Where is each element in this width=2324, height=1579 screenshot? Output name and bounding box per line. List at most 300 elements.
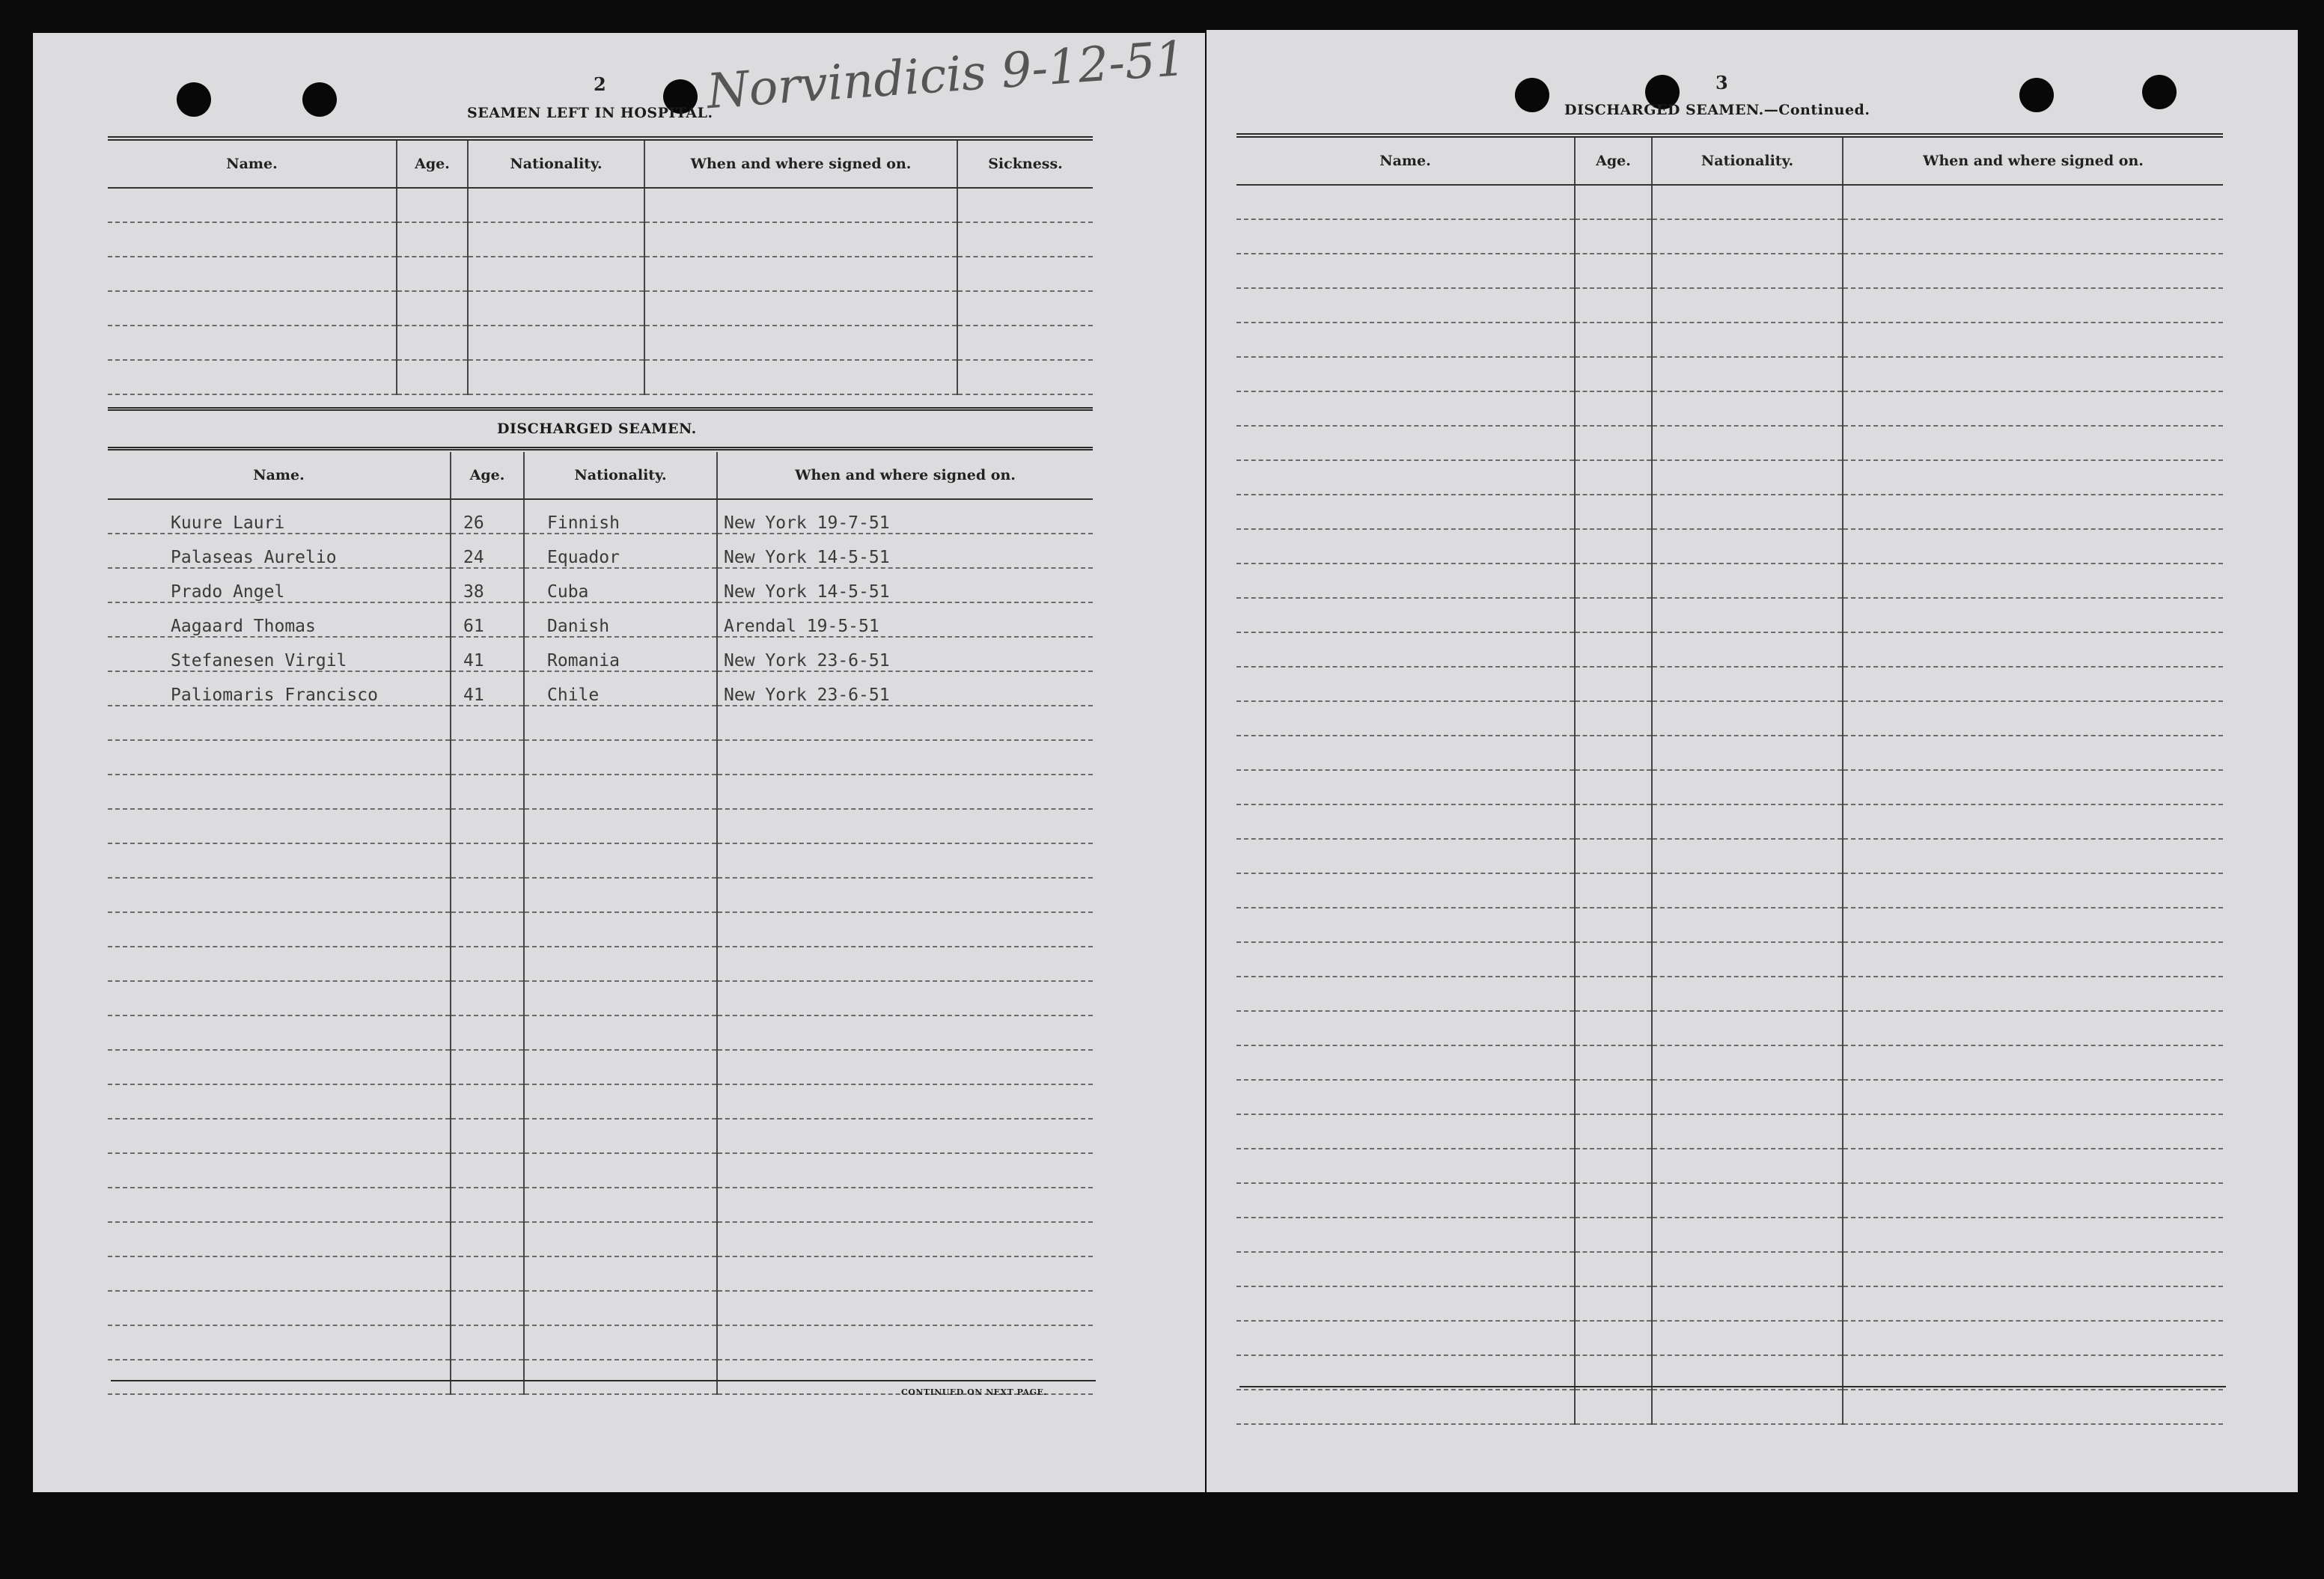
table-cell <box>1843 701 2223 736</box>
table-cell <box>1236 357 1575 391</box>
empty-row <box>1236 632 2223 667</box>
table-cell <box>1575 1183 1652 1218</box>
empty-row <box>108 1084 1093 1119</box>
empty-row <box>1236 219 2223 254</box>
table-cell: Prado Angel <box>108 568 451 602</box>
table-cell <box>1575 495 1652 529</box>
table-header-row <box>108 138 1093 188</box>
table-cell <box>1843 288 2223 323</box>
handwritten-note: Norvindicis 9-12-51 <box>705 31 1188 120</box>
table-cell <box>1236 219 1575 254</box>
table-cell <box>1575 1011 1652 1045</box>
table-cell <box>717 775 1093 809</box>
empty-row <box>108 257 1093 291</box>
table-cell <box>108 981 451 1015</box>
table-cell <box>451 1222 524 1256</box>
table-cell <box>1652 288 1843 323</box>
table-cell <box>451 809 524 843</box>
table-cell <box>717 1050 1093 1084</box>
table-cell <box>397 326 468 360</box>
table-cell <box>451 1325 524 1360</box>
table-cell <box>1575 357 1652 391</box>
empty-row <box>1236 1011 2223 1045</box>
empty-row <box>108 740 1093 775</box>
table-cell <box>1652 1218 1843 1252</box>
table-cell <box>1575 598 1652 632</box>
empty-row <box>1236 977 2223 1011</box>
table-cell <box>451 706 524 740</box>
table-cell <box>451 843 524 878</box>
empty-row <box>1236 323 2223 357</box>
empty-row <box>1236 185 2223 219</box>
discharged-table <box>108 452 1093 1395</box>
empty-row <box>108 1291 1093 1325</box>
table-cell <box>524 809 717 843</box>
table-cell <box>1843 632 2223 667</box>
table-cell <box>644 222 957 257</box>
hospital-section-title: SEAMEN LEFT IN HOSPITAL. <box>467 105 713 121</box>
table-cell: Paliomaris Francisco <box>108 671 451 706</box>
table-cell <box>1236 1252 1575 1286</box>
empty-row <box>108 1119 1093 1153</box>
table-cell <box>1652 701 1843 736</box>
table-cell <box>717 1222 1093 1256</box>
empty-row <box>1236 942 2223 977</box>
empty-row <box>1236 529 2223 564</box>
table-cell <box>957 291 1093 326</box>
table-cell <box>1652 564 1843 598</box>
table-cell <box>1843 357 2223 391</box>
empty-row <box>1236 908 2223 942</box>
table-cell <box>1652 323 1843 357</box>
table-cell <box>108 1325 451 1360</box>
table-cell <box>1652 1011 1843 1045</box>
table-cell <box>1575 701 1652 736</box>
table-cell <box>1575 460 1652 495</box>
table-cell <box>1236 1390 1575 1424</box>
table-cell <box>1652 426 1843 460</box>
table-cell: Equador <box>524 534 717 568</box>
empty-row <box>108 809 1093 843</box>
table-cell <box>524 947 717 981</box>
table-cell <box>451 1256 524 1291</box>
table-cell <box>1652 839 1843 873</box>
table-cell <box>1236 185 1575 219</box>
table-cell <box>1236 736 1575 770</box>
table-cell <box>1843 529 2223 564</box>
punch-hole <box>2142 75 2177 109</box>
table-cell: Stefanesen Virgil <box>108 637 451 671</box>
empty-row <box>108 1188 1093 1222</box>
table-cell: 24 <box>451 534 524 568</box>
table-cell <box>1236 1114 1575 1149</box>
table-cell <box>1575 254 1652 288</box>
table-cell <box>717 947 1093 981</box>
table-cell <box>108 706 451 740</box>
table-cell <box>1236 977 1575 1011</box>
table-cell <box>1652 873 1843 908</box>
table-cell <box>108 257 397 291</box>
table-cell <box>1236 1355 1575 1390</box>
table-cell <box>108 360 397 394</box>
table-cell <box>1575 1218 1652 1252</box>
empty-row <box>1236 426 2223 460</box>
table-cell <box>524 912 717 947</box>
table-cell: New York 23-6-51 <box>717 637 1093 671</box>
continued-note: CONTINUED ON NEXT PAGE. <box>901 1387 1047 1397</box>
table-cell <box>451 1188 524 1222</box>
table-cell <box>1236 804 1575 839</box>
table-cell <box>451 1050 524 1084</box>
table-cell <box>1236 254 1575 288</box>
table-cell <box>644 360 957 394</box>
table-cell <box>1575 977 1652 1011</box>
table-cell <box>1843 1218 2223 1252</box>
table-cell <box>1236 460 1575 495</box>
table-cell <box>524 981 717 1015</box>
table-cell <box>1575 1080 1652 1114</box>
empty-row <box>1236 873 2223 908</box>
table-cell <box>1843 1011 2223 1045</box>
table-header-row <box>1236 135 2223 185</box>
empty-row <box>1236 1045 2223 1080</box>
empty-row <box>1236 1286 2223 1321</box>
table-cell <box>108 291 397 326</box>
table-header-row <box>108 452 1093 499</box>
table-cell <box>644 257 957 291</box>
table-cell <box>1652 632 1843 667</box>
table-cell: Palaseas Aurelio <box>108 534 451 568</box>
table-cell: 61 <box>451 602 524 637</box>
table-cell <box>108 1222 451 1256</box>
table-cell <box>1236 1286 1575 1321</box>
table-cell <box>1575 564 1652 598</box>
table-cell <box>1575 1149 1652 1183</box>
empty-row <box>1236 701 2223 736</box>
table-cell <box>451 947 524 981</box>
table-cell <box>468 291 644 326</box>
table-cell <box>957 188 1093 222</box>
table-cell <box>1236 1183 1575 1218</box>
table-cell <box>1652 598 1843 632</box>
table-cell <box>451 1291 524 1325</box>
table-cell <box>1843 1149 2223 1183</box>
table-row <box>108 602 1093 637</box>
table-cell <box>524 1291 717 1325</box>
table-cell <box>1652 1321 1843 1355</box>
table-cell <box>1843 185 2223 219</box>
empty-row <box>1236 1080 2223 1114</box>
table-cell <box>1652 1355 1843 1390</box>
table-cell <box>1236 564 1575 598</box>
table-cell <box>957 257 1093 291</box>
empty-row <box>108 706 1093 740</box>
table-cell <box>1843 873 2223 908</box>
empty-row <box>108 981 1093 1015</box>
empty-row <box>1236 1218 2223 1252</box>
table-cell <box>451 1153 524 1188</box>
table-cell <box>468 188 644 222</box>
table-cell <box>451 740 524 775</box>
table-cell <box>717 1291 1093 1325</box>
column-header-age: Age. <box>397 138 468 188</box>
table-cell <box>1575 185 1652 219</box>
empty-row <box>1236 254 2223 288</box>
table-cell <box>1236 839 1575 873</box>
empty-row <box>108 1222 1093 1256</box>
table-cell <box>717 740 1093 775</box>
table-cell <box>1575 219 1652 254</box>
table-cell <box>1575 1286 1652 1321</box>
punch-hole <box>2019 78 2054 112</box>
table-cell <box>1652 1390 1843 1424</box>
table-cell <box>1575 804 1652 839</box>
table-cell <box>1843 908 2223 942</box>
table-cell <box>108 1050 451 1084</box>
table-cell <box>1843 942 2223 977</box>
table-cell <box>1575 1321 1652 1355</box>
table-cell <box>1652 219 1843 254</box>
table-cell <box>1652 254 1843 288</box>
table-cell <box>717 1153 1093 1188</box>
empty-row <box>1236 288 2223 323</box>
table-cell <box>108 775 451 809</box>
table-cell <box>108 222 397 257</box>
table-cell <box>1575 426 1652 460</box>
table-cell <box>1575 770 1652 804</box>
empty-row <box>108 360 1093 394</box>
column-header-sickness: Sickness. <box>957 138 1093 188</box>
table-cell <box>1843 667 2223 701</box>
empty-row <box>108 775 1093 809</box>
table-cell: 41 <box>451 671 524 706</box>
empty-row <box>108 291 1093 326</box>
table-cell <box>524 878 717 912</box>
table-cell <box>524 740 717 775</box>
table-cell <box>1236 323 1575 357</box>
table-cell <box>1236 1149 1575 1183</box>
table-cell <box>1652 460 1843 495</box>
discharged-continued-title: DISCHARGED SEAMEN.—Continued. <box>1564 102 1870 118</box>
table-cell <box>717 1119 1093 1153</box>
table-cell <box>108 843 451 878</box>
table-cell <box>524 1256 717 1291</box>
punch-hole <box>302 82 337 117</box>
right-page <box>1207 30 2298 1492</box>
table-cell <box>1843 1114 2223 1149</box>
table-cell <box>1575 1045 1652 1080</box>
table-cell <box>1652 804 1843 839</box>
column-header-name: Name. <box>108 452 451 499</box>
table-cell <box>717 1084 1093 1119</box>
table-cell <box>717 1188 1093 1222</box>
empty-row <box>1236 736 2223 770</box>
table-cell <box>1652 1252 1843 1286</box>
empty-row <box>1236 1355 2223 1390</box>
empty-row <box>108 188 1093 222</box>
column-header-nationality: Nationality. <box>1652 135 1843 185</box>
table-cell <box>397 257 468 291</box>
table-cell <box>108 1153 451 1188</box>
column-header-signed-on: When and where signed on. <box>717 452 1093 499</box>
table-cell <box>108 912 451 947</box>
table-cell <box>468 326 644 360</box>
table-cell <box>524 775 717 809</box>
table-cell <box>1236 288 1575 323</box>
table-cell <box>1236 598 1575 632</box>
table-cell <box>1843 804 2223 839</box>
column-header-age: Age. <box>1575 135 1652 185</box>
table-cell <box>524 1188 717 1222</box>
table-cell <box>1575 942 1652 977</box>
table-cell <box>1652 1286 1843 1321</box>
table-cell <box>524 706 717 740</box>
table-cell: Romania <box>524 637 717 671</box>
empty-row <box>1236 1183 2223 1218</box>
table-cell <box>468 257 644 291</box>
table-cell <box>1843 254 2223 288</box>
table-cell <box>1843 598 2223 632</box>
table-cell <box>1575 736 1652 770</box>
column-header-signed-on: When and where signed on. <box>1843 135 2223 185</box>
table-cell <box>524 1153 717 1188</box>
table-cell <box>717 981 1093 1015</box>
table-row <box>108 534 1093 568</box>
table-cell <box>524 1325 717 1360</box>
column-header-nationality: Nationality. <box>468 138 644 188</box>
empty-row <box>108 1015 1093 1050</box>
table-cell <box>1652 1114 1843 1149</box>
table-cell <box>108 1256 451 1291</box>
table-cell <box>1843 426 2223 460</box>
table-cell <box>108 947 451 981</box>
table-cell <box>1652 908 1843 942</box>
empty-row <box>1236 1252 2223 1286</box>
table-cell <box>1575 288 1652 323</box>
table-cell <box>1843 1183 2223 1218</box>
table-cell <box>957 360 1093 394</box>
table-cell <box>1652 1045 1843 1080</box>
table-cell: New York 23-6-51 <box>717 671 1093 706</box>
table-cell <box>717 1325 1093 1360</box>
table-cell <box>1236 667 1575 701</box>
table-cell <box>1575 323 1652 357</box>
punch-hole <box>177 82 211 117</box>
table-cell <box>957 326 1093 360</box>
table-cell <box>468 360 644 394</box>
table-cell <box>1652 942 1843 977</box>
table-cell <box>451 878 524 912</box>
table-cell <box>108 1291 451 1325</box>
table-cell <box>1575 908 1652 942</box>
table-cell <box>717 912 1093 947</box>
table-cell <box>451 981 524 1015</box>
table-cell <box>1843 839 2223 873</box>
table-cell <box>1575 632 1652 667</box>
table-cell <box>451 775 524 809</box>
table-cell <box>717 1256 1093 1291</box>
table-cell <box>1843 460 2223 495</box>
table-cell <box>1843 1321 2223 1355</box>
table-cell <box>1575 873 1652 908</box>
table-cell <box>1236 391 1575 426</box>
table-row <box>108 637 1093 671</box>
column-header-nationality: Nationality. <box>524 452 717 499</box>
empty-row <box>108 843 1093 878</box>
empty-row <box>1236 839 2223 873</box>
table-cell <box>1843 1080 2223 1114</box>
table-cell <box>1843 770 2223 804</box>
table-cell <box>1652 1080 1843 1114</box>
table-cell <box>1652 1149 1843 1183</box>
empty-row <box>1236 667 2223 701</box>
table-cell <box>1236 1080 1575 1114</box>
table-cell <box>397 291 468 326</box>
empty-row <box>108 1050 1093 1084</box>
table-cell <box>1843 1390 2223 1424</box>
table-cell <box>108 1119 451 1153</box>
table-cell <box>1575 1252 1652 1286</box>
empty-row <box>1236 460 2223 495</box>
table-cell <box>451 1119 524 1153</box>
table-cell <box>1575 529 1652 564</box>
table-row <box>108 568 1093 602</box>
table-cell <box>1843 736 2223 770</box>
table-cell <box>1652 185 1843 219</box>
table-cell <box>108 1015 451 1050</box>
page-number: 2 <box>594 73 606 95</box>
empty-row <box>1236 1321 2223 1355</box>
table-cell <box>524 1015 717 1050</box>
table-cell: New York 14-5-51 <box>717 534 1093 568</box>
table-cell <box>1575 391 1652 426</box>
section-rule <box>108 447 1093 451</box>
table-cell <box>717 1015 1093 1050</box>
table-cell: Aagaard Thomas <box>108 602 451 637</box>
table-cell <box>1236 1011 1575 1045</box>
table-cell <box>1843 1355 2223 1390</box>
table-cell <box>108 809 451 843</box>
table-cell <box>1575 1390 1652 1424</box>
table-cell: New York 14-5-51 <box>717 568 1093 602</box>
table-cell <box>1652 770 1843 804</box>
table-cell <box>524 1050 717 1084</box>
table-cell <box>1652 977 1843 1011</box>
table-cell: 38 <box>451 568 524 602</box>
table-cell <box>108 326 397 360</box>
table-cell <box>1652 1183 1843 1218</box>
empty-row <box>108 947 1093 981</box>
bottom-rule <box>1239 1386 2226 1387</box>
table-cell <box>717 878 1093 912</box>
table-cell <box>451 912 524 947</box>
table-cell <box>1843 391 2223 426</box>
table-cell <box>1652 529 1843 564</box>
table-cell <box>451 1015 524 1050</box>
table-cell <box>644 326 957 360</box>
table-cell <box>108 740 451 775</box>
table-cell <box>1236 529 1575 564</box>
empty-row <box>1236 770 2223 804</box>
table-cell <box>108 1084 451 1119</box>
table-cell <box>451 1360 524 1394</box>
table-cell <box>1843 1286 2223 1321</box>
table-cell: 41 <box>451 637 524 671</box>
section-rule <box>108 407 1093 411</box>
table-cell <box>1843 564 2223 598</box>
table-row <box>108 671 1093 706</box>
table-cell <box>644 291 957 326</box>
